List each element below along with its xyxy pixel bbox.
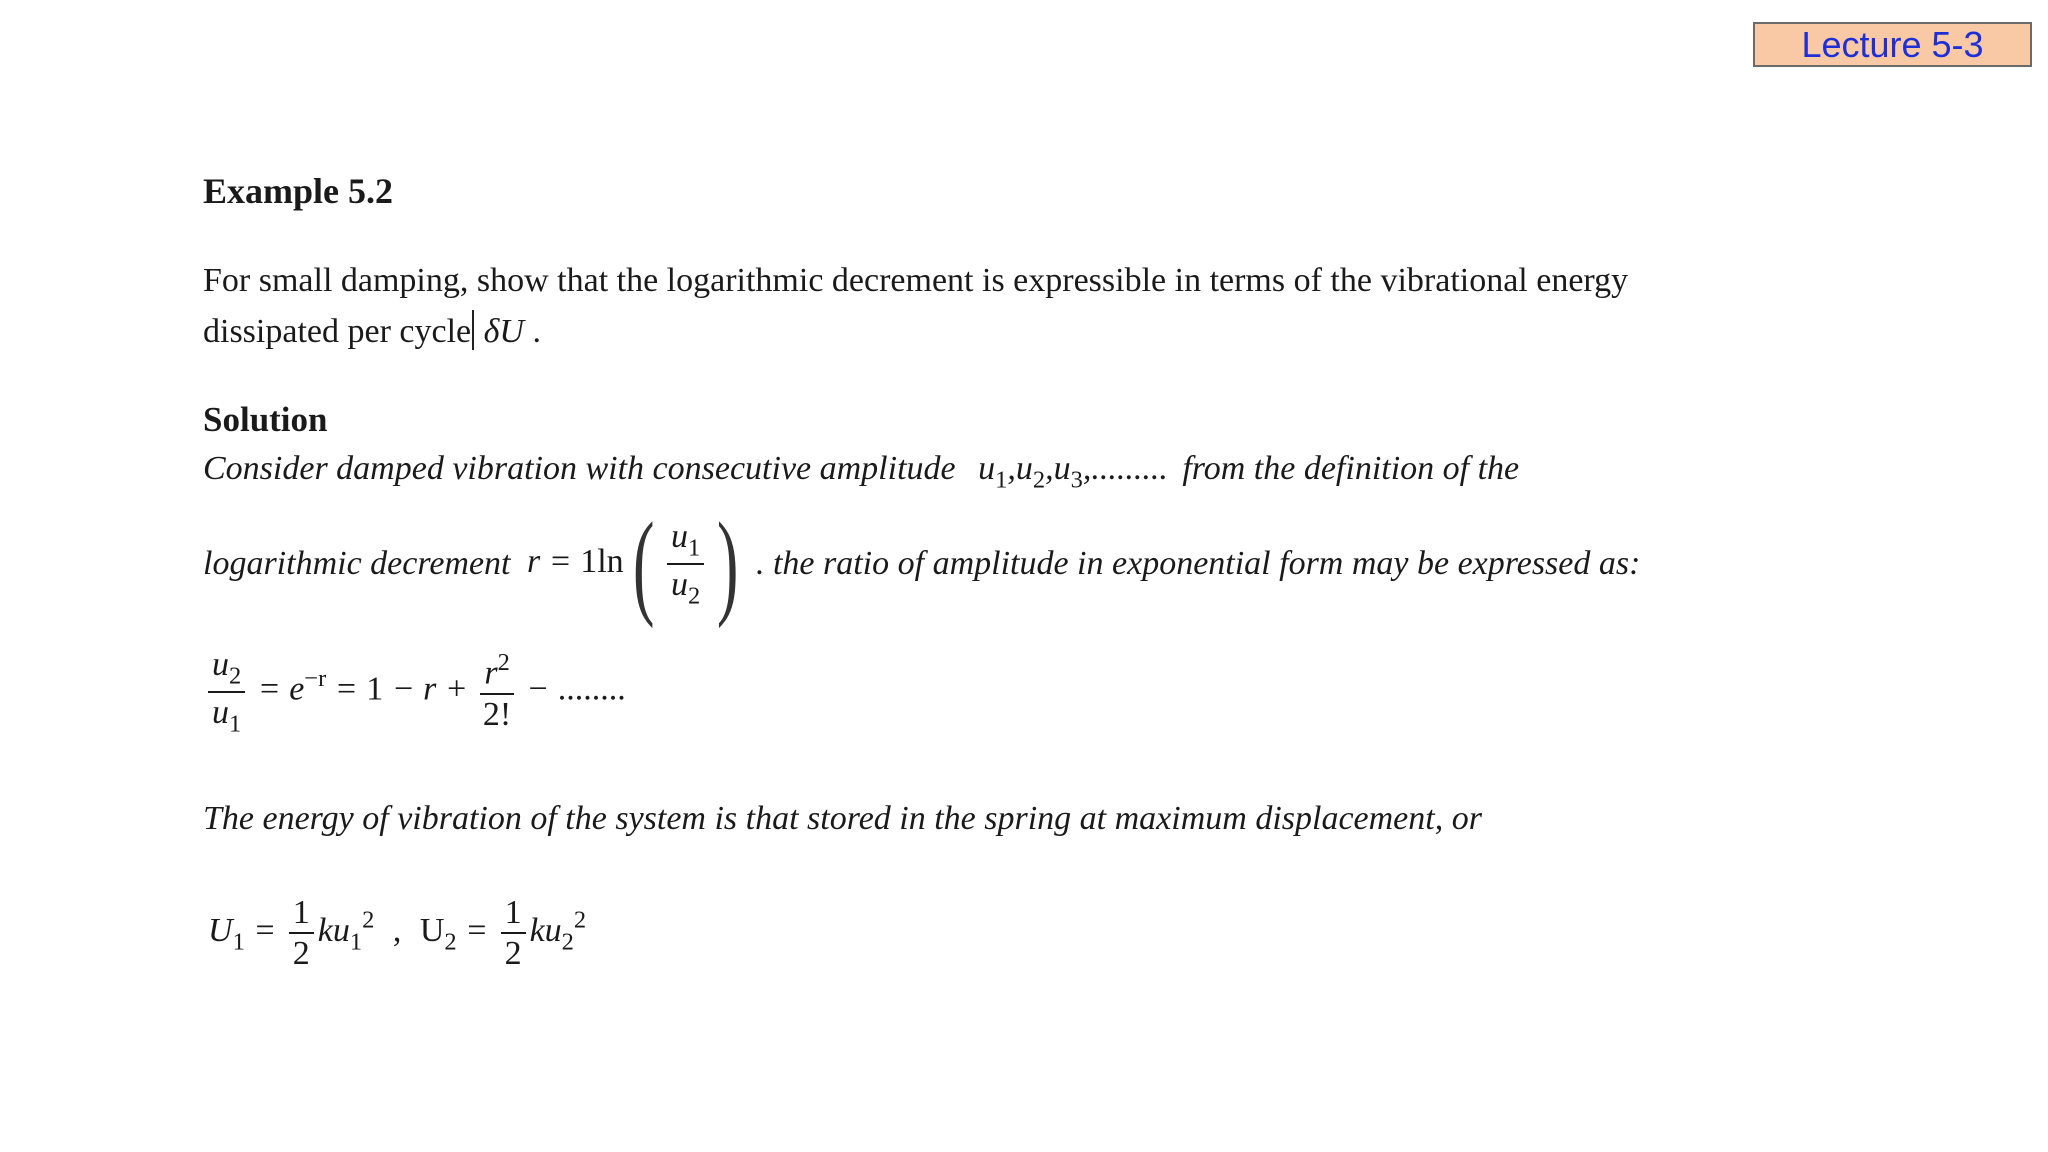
problem-line-2-end: . — [532, 313, 541, 350]
delta-u-symbol: δU — [483, 313, 524, 350]
solution-line-1-text: Consider damped vibration with consecutive amplitude — [203, 450, 956, 487]
one-half-fraction-1: $\frac{1}{2}$ — [289, 893, 314, 973]
one-half-fraction-2: $\frac{1}{2}$ — [501, 893, 526, 973]
solution-line-1 — [203, 450, 1519, 495]
energy-formulas: $U_1$ = $\frac{1}{2}$ $ku_1^2$ , $U_2$ = $\frac{1}{2}$ $ku_2^2$ — [208, 894, 587, 973]
energy-line: The energy of vibration of the system is that stored in the spring at maximum displacement, or — [203, 800, 1482, 837]
exponential-expansion: $\frac{u_2}{u_1}$ = $e^{-r} = 1 - r$ + $\frac{r^2}{2!}$ − ........ — [208, 645, 626, 738]
example-title: Example 5.2 — [203, 171, 394, 211]
amplitude-sequence: $u_1,u_2,u_3$,......... — [978, 450, 1168, 494]
problem-line-2 — [203, 310, 541, 351]
u2-over-u1-fraction: $\frac{u_2}{u_1}$ — [208, 645, 245, 738]
solution-line-1-end: from the definition of the — [1182, 450, 1520, 487]
problem-line-2-text: dissipated per cycle — [203, 313, 472, 350]
solution-heading: Solution — [203, 400, 328, 439]
lecture-badge: Lecture 5-3 — [1753, 22, 2032, 67]
left-paren: ( — [632, 498, 655, 629]
text-cursor — [472, 310, 474, 350]
problem-line-1: For small damping, show that the logarithmic decrement is expressible in terms of the vibrational energy — [203, 262, 1629, 299]
right-paren: ) — [717, 498, 739, 629]
solution-line-2-text: logarithmic decrement — [203, 545, 511, 582]
u1-over-u2-fraction: $\frac{u_1}{u_2}$ — [667, 517, 704, 610]
solution-line-2-end: . the ratio of amplitude in exponential form may be expressed as: — [755, 545, 1641, 582]
r-squared-over-factorial: $\frac{r^2}{2!}$ — [480, 649, 513, 734]
log-decrement-formula: r = 1ln( $\frac{u_1}{u_2}$ ) — [527, 498, 739, 629]
solution-line-2 — [203, 498, 1641, 629]
